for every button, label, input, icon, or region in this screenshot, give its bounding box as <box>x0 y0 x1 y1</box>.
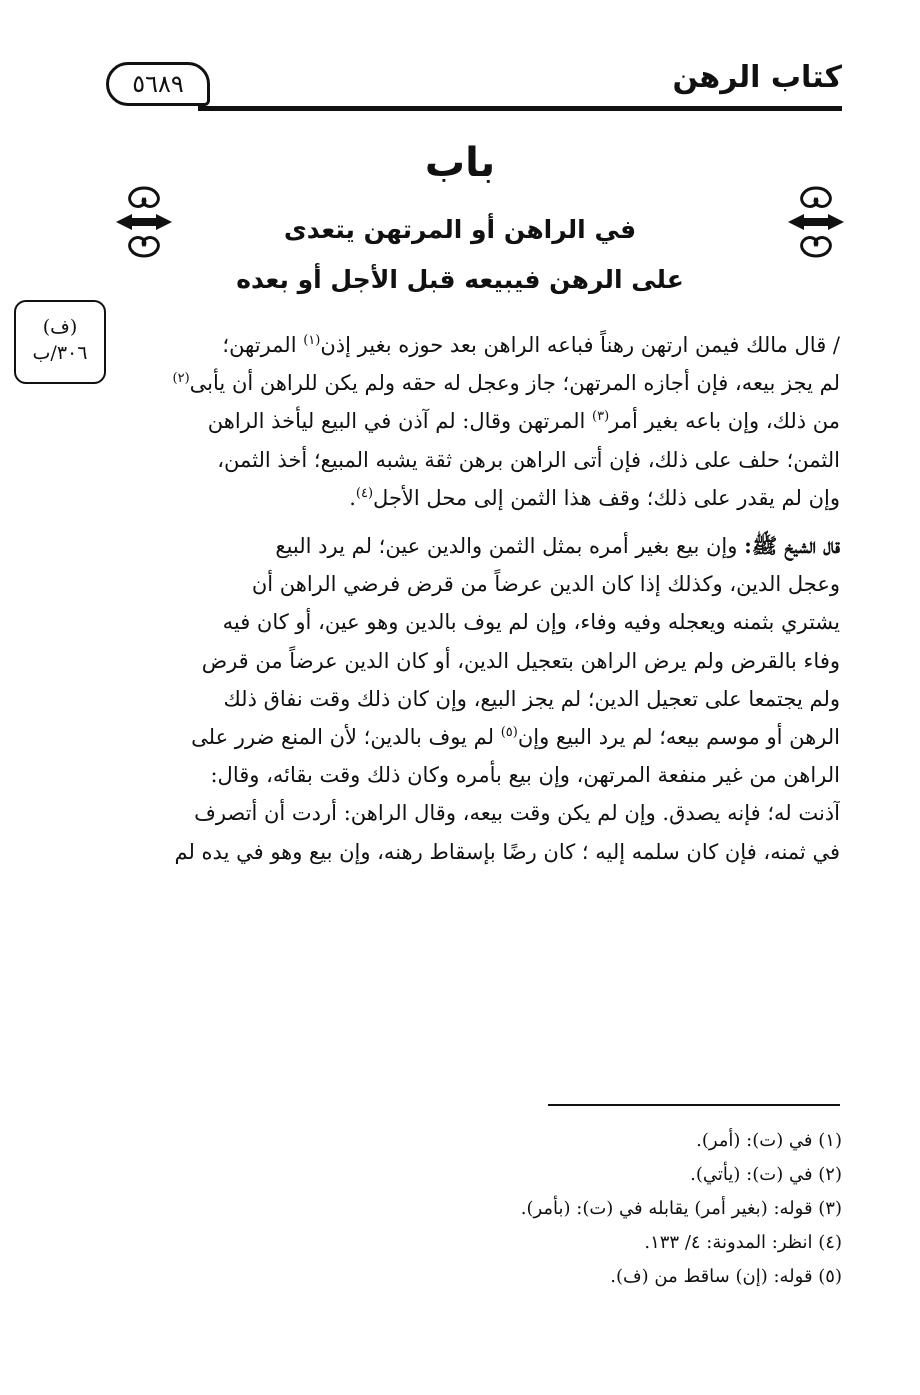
text-line: آذنت له؛ فإنه يصدق. وإن لم يكن وقت بيعه، وقال الراهن: أردت أن أتصرف <box>194 801 840 826</box>
text-line: وإن لم يقدر على ذلك؛ وقف هذا الثمن إلى محل الأجل$^{(٤)}$. <box>349 485 840 510</box>
main-text <box>108 326 840 871</box>
text-line: من ذلك، وإن باعه بغير أمر$^{(٣)}$ المرتهن وقال: لم آذن في البيع ليأخذ الراهن <box>207 409 840 434</box>
text-line: الرهن أو موسم بيعه؛ لم يرد البيع وإن$^{(٥)}$ لم يوف بالدين؛ لأن المنع ضرر على <box>191 725 840 750</box>
footnote: (٥) قوله: (إن) ساقط من (ف). <box>610 1266 842 1287</box>
footnote-marker: (٢) <box>172 371 190 387</box>
speaker-attribution: قال الشيخ ﷺ: <box>744 533 840 559</box>
text-line: يشتري بثمنه ويعجله وفيه وفاء، وإن لم يوف بالدين وهو عين، أو كان فيه <box>222 610 840 635</box>
folio-note-siglum: (ف) <box>42 316 78 338</box>
text-line: / قال مالك فيمن ارتهن رهناً فباعه الراهن بعد حوزه بغير إذن$^{(١)}$ المرتهن؛ <box>222 333 840 357</box>
text-line: الراهن من غير منفعة المرتهن، وإن بيع بأمره وكان ذلك وقت بقائه، وقال: <box>210 763 840 788</box>
text-line: في ثمنه، فإن كان سلمه إليه ؛ كان رضًا بإسقاط رهنه، وإن بيع وهو في يده لم <box>174 839 840 864</box>
running-head-book-title: كتاب الرهن <box>672 60 842 95</box>
footnote-separator <box>548 1104 840 1106</box>
footnote-marker: (١) <box>303 333 321 348</box>
chapter-title-line-2: على الرهن فيبيعه قبل الأجل أو بعده <box>236 265 684 294</box>
footnote-marker: (٥) <box>500 725 518 741</box>
text-line: قال الشيخ ﷺ: وإن بيع بغير أمره بمثل الثمن والدين عين؛ لم يرد البيع <box>275 533 840 559</box>
scroll-ornament-left-icon <box>112 184 176 260</box>
text-line: وعجل الدين، وكذلك إذا كان الدين عرضاً من قرض فرضي الراهن أن <box>251 572 840 597</box>
footnote: (٣) قوله: (بغير أمر) يقابله في (ت): (بأمر). <box>520 1198 842 1219</box>
folio-note-reference: ٣٠٦/ب <box>32 342 88 364</box>
footnotes <box>242 1124 842 1294</box>
footnote: (١) في (ت): (أمر). <box>696 1130 842 1151</box>
chapter-title-line-1: في الراهن أو المرتهن يتعدى <box>283 215 637 244</box>
chapter-heading-word: باب <box>424 140 496 186</box>
manuscript-folio-note <box>14 300 106 384</box>
paragraph-1 <box>108 326 840 517</box>
text-line: ولم يجتمعا على تعجيل الدين؛ لم يجز البيع، وإن كان ذلك وقت نفاق ذلك <box>223 686 840 711</box>
footnote: (٤) انظر: المدونة: ٤/ ١٣٣. <box>644 1232 842 1253</box>
scroll-ornament-right-icon <box>784 184 848 260</box>
paragraph-2 <box>108 527 840 871</box>
footnote-marker: (٤) <box>355 485 374 501</box>
footnote: (٢) في (ت): (يأتي). <box>690 1164 842 1185</box>
footnote-marker: (٣) <box>592 409 610 425</box>
text-line: وفاء بالقرض ولم يرض الراهن بتعجيل الدين، أو كان الدين عرضاً من قرض <box>201 648 840 673</box>
text-line: لم يجز بيعه، فإن أجازه المرتهن؛ جاز وعجل له حقه ولم يكن للراهن أن يأبى$^{(٢)}$ <box>172 371 840 396</box>
page-number: ٥٦٨٩ <box>132 70 184 98</box>
text-line: الثمن؛ حلف على ذلك، فإن أتى الراهن برهن ثقة يشبه المبيع؛ أخذ الثمن، <box>217 447 840 472</box>
header-rule <box>198 106 842 111</box>
